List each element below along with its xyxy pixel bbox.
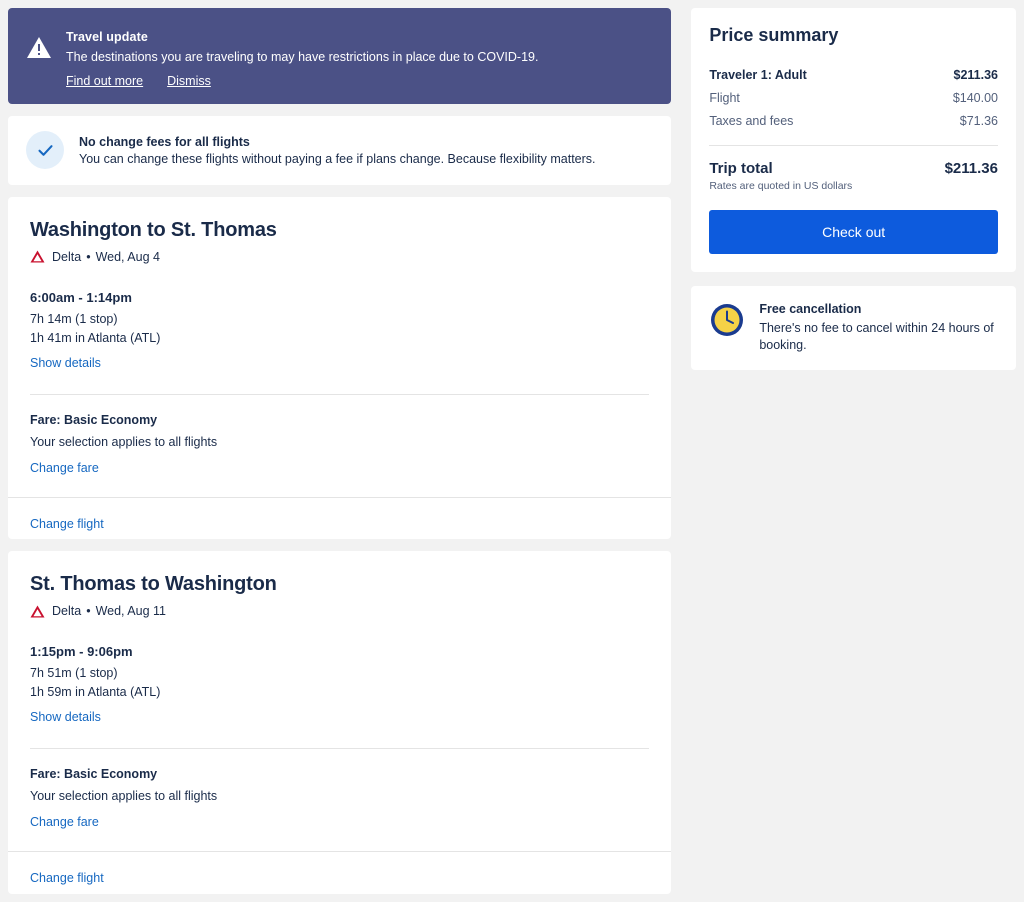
summary-divider [709, 145, 998, 146]
flight-layover-return: 1h 59m in Atlanta (ATL) [30, 685, 161, 700]
flight-date-outbound: Wed, Aug 4 [95, 249, 160, 264]
itinerary-column [8, 8, 671, 894]
taxes-amount: $71.36 [959, 114, 998, 128]
trip-total-amount: $211.36 [944, 160, 998, 177]
airline-row-outbound [30, 250, 649, 264]
find-out-more-link[interactable]: Find out more [66, 73, 144, 88]
free-cancellation-card [691, 286, 1016, 370]
no-change-fees-text: You can change these flights without paying a fee if plans change. Because flexibility matters. [79, 151, 596, 166]
rates-note: Rates are quoted in US dollars [709, 180, 853, 192]
travel-update-links [66, 74, 538, 88]
check-out-button[interactable]: Check out [709, 210, 998, 254]
flight-duration-outbound: 7h 14m (1 stop) [30, 311, 118, 326]
flight-card-return [8, 551, 671, 894]
travel-update-body [66, 25, 538, 88]
price-summary-title: Price summary [709, 25, 839, 45]
flight-footer-outbound [8, 497, 671, 540]
show-details-link-return[interactable]: Show details [30, 710, 101, 725]
clock-icon [709, 302, 745, 338]
check-circle-icon [26, 131, 64, 169]
travel-update-banner [8, 8, 671, 104]
flight-divider-return [30, 748, 649, 749]
flight-main-outbound [8, 197, 671, 497]
delta-logo-icon [30, 250, 45, 263]
free-cancellation-text: There's no fee to cancel within 24 hours of booking. [759, 321, 994, 352]
flight-title-outbound: Washington to St. Thomas [30, 218, 277, 241]
free-cancellation-body [759, 302, 998, 354]
traveler-label: Traveler 1: Adult [709, 68, 807, 82]
summary-column [691, 8, 1016, 894]
airline-name-outbound: Delta [52, 249, 82, 264]
fare-text-outbound: Your selection applies to all flights [30, 434, 218, 449]
price-summary-card [691, 8, 1016, 272]
fare-title-outbound: Fare: Basic Economy [30, 412, 158, 427]
delta-logo-icon [30, 605, 45, 618]
no-change-fees-body [79, 135, 596, 166]
change-fare-link-outbound[interactable]: Change fare [30, 460, 99, 475]
travel-update-text: The destinations you are traveling to may have restrictions in place due to COVID-19. [66, 50, 539, 64]
flight-footer-return [8, 851, 671, 894]
flight-times-outbound: 6:00am - 1:14pm [30, 289, 132, 305]
change-flight-link-outbound[interactable]: Change flight [30, 516, 104, 531]
flight-price-amount: $140.00 [952, 91, 998, 105]
no-change-fees-card [8, 116, 671, 185]
taxes-row [709, 114, 998, 128]
change-fare-link-return[interactable]: Change fare [30, 815, 99, 830]
flight-layover-outbound: 1h 41m in Atlanta (ATL) [30, 330, 161, 345]
airline-row-return [30, 604, 649, 618]
airline-date-separator-return: • [86, 604, 91, 619]
fare-text-return: Your selection applies to all flights [30, 789, 218, 804]
show-details-link-outbound[interactable]: Show details [30, 355, 101, 370]
flight-duration-return: 7h 51m (1 stop) [30, 666, 118, 681]
travel-update-title: Travel update [66, 30, 148, 44]
flight-price-label: Flight [709, 91, 740, 105]
warning-triangle-icon [26, 35, 52, 61]
trip-total-row [709, 160, 998, 177]
flight-times-return: 1:15pm - 9:06pm [30, 644, 133, 660]
flight-divider-outbound [30, 394, 649, 395]
flight-card-outbound [8, 197, 671, 540]
flight-main-return [8, 551, 671, 851]
change-flight-link-return[interactable]: Change flight [30, 871, 104, 886]
taxes-label: Taxes and fees [709, 114, 794, 128]
fare-title-return: Fare: Basic Economy [30, 767, 158, 782]
free-cancellation-title: Free cancellation [759, 302, 862, 316]
flight-date-return: Wed, Aug 11 [95, 604, 167, 619]
airline-name-return: Delta [52, 604, 82, 619]
dismiss-link[interactable]: Dismiss [167, 73, 211, 88]
traveler-amount: $211.36 [953, 68, 998, 82]
flight-title-return: St. Thomas to Washington [30, 573, 277, 596]
trip-total-label: Trip total [709, 160, 773, 177]
traveler-row [709, 68, 998, 82]
no-change-fees-title: No change fees for all flights [79, 134, 250, 149]
flight-price-row [709, 91, 998, 105]
airline-date-separator-outbound: • [86, 249, 91, 264]
